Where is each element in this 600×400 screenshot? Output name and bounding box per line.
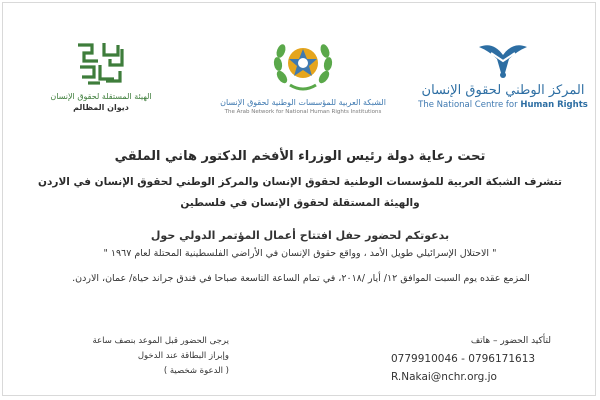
invite-line: بدعوتكم لحضور حفل افتتاح أعمال المؤتمر الدولي حول: [150, 229, 450, 242]
rsvp-contact: [391, 332, 551, 386]
arab-network-logo: [203, 33, 403, 116]
patronage-line: تحت رعاية دولة رئيس الوزراء الأفخم الدكتور هاني الملقي: [114, 149, 486, 164]
rsvp-label: لتأكيد الحضور – هاتف: [470, 336, 551, 346]
ichr-subtitle: ديوان المظالم: [73, 103, 129, 112]
invitation-card: [2, 2, 596, 396]
rsvp-phones: 0779910046 - 0796171613: [391, 353, 536, 365]
arab-network-name-ar: الشبكة العربية للمؤسسات الوطنية لحقوق الإنسان: [220, 98, 386, 107]
ichr-name: الهيئة المستقلة لحقوق الإنسان: [50, 92, 152, 101]
hosts-line-2: والهيئة المستقلة لحقوق الإنسان في فلسطين: [180, 197, 420, 209]
nchr-name-en: [413, 99, 593, 111]
nchr-name-en-prefix: The National Centre for: [418, 100, 518, 110]
nchr-logo: [413, 39, 593, 111]
nchr-name-en-suffix: Human Rights: [520, 100, 588, 110]
ichr-logo: [21, 39, 181, 113]
laurel-wreath-icon: [272, 33, 334, 95]
attendance-notes: [29, 334, 229, 379]
note-show-card: وإبراز البطاقة عند الدخول: [137, 351, 229, 361]
note-arrive-early: يرجى الحضور قبل الموعد بنصف ساعة: [92, 336, 229, 346]
conference-topic: " الاحتلال الإسرائيلي طويل الأمد ، وواقع حقوق الإنسان في الأراضي الفلسطينية المحتلة لعام ١٩٦٧ ": [103, 248, 497, 259]
note-personal-invitation: ( الدعوة شخصية ): [163, 366, 229, 376]
nchr-name-ar: المركز الوطني لحقوق الإنسان: [421, 83, 585, 98]
dove-icon: [477, 39, 529, 79]
hosts-line-1: تتشرف الشبكة العربية للمؤسسات الوطنية لحقوق الإنسان والمركز الوطني لحقوق الإنسان في الاردن: [38, 176, 562, 188]
ichr-emblem-icon: [74, 39, 128, 85]
rsvp-email[interactable]: R.Nakai@nchr.org.jo: [391, 371, 497, 383]
event-details: المزمع عقده يوم السبت الموافق ١٢/ أيار /٢٠١٨، في تمام الساعة التاسعة صباحا في فندق جراند حياة/ عمان، الاردن.: [72, 273, 530, 284]
arab-network-name-en: The Arab Network for National Human Rights Institutions: [224, 109, 382, 115]
